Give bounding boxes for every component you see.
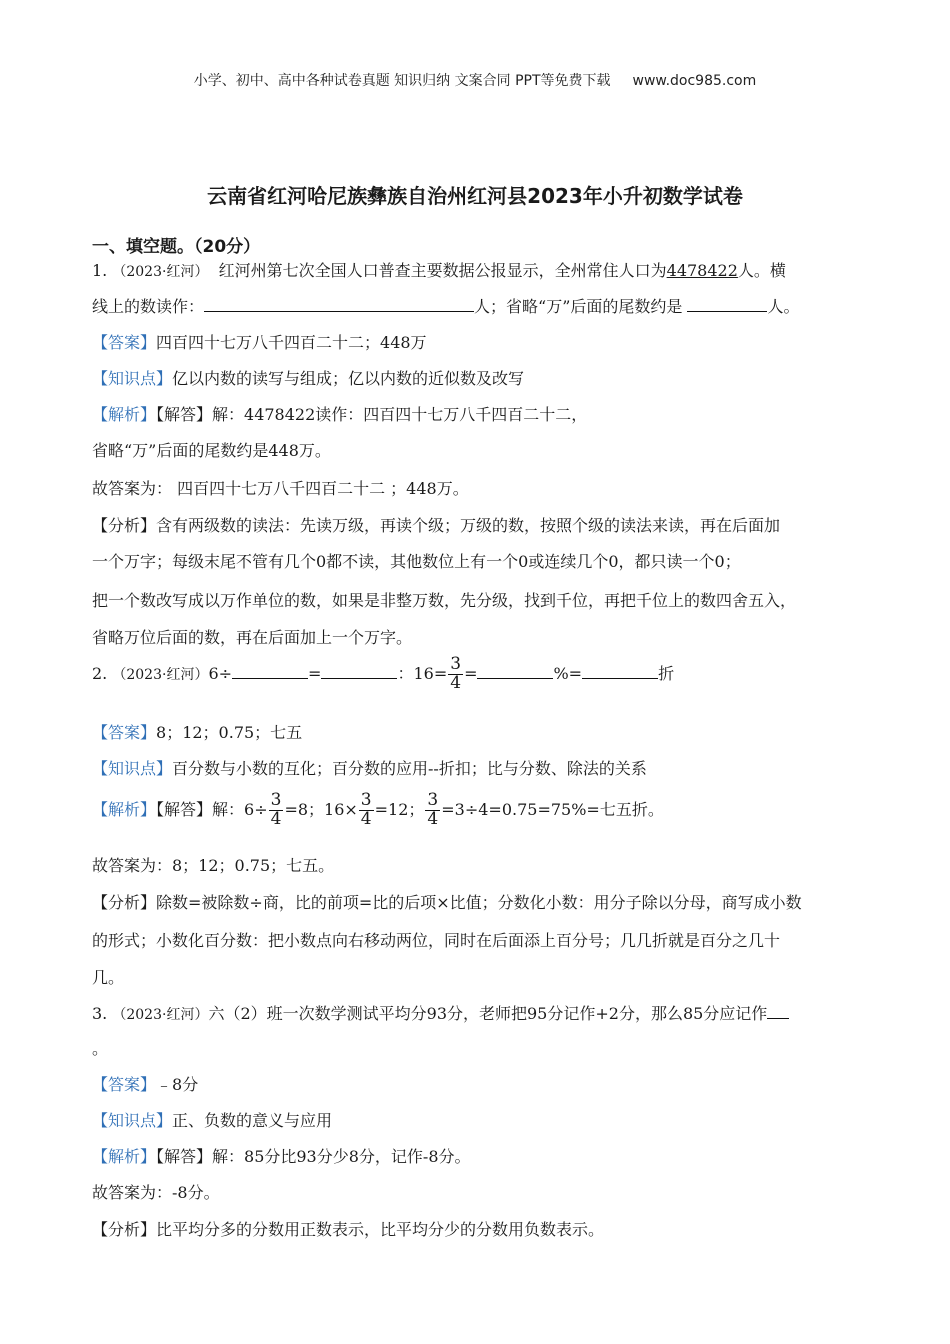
- page-header: [0, 70, 950, 90]
- q1-line1: 1. （2023·红河） 红河州第七次全国人口普查主要数据公报显示，全州常住人口为4478422人。横: [92, 261, 786, 280]
- q2-line1: 2. （2023·红河）6÷ = ：16= $\frac{3}{4}$ = %= 折: [92, 654, 675, 693]
- q3-blank: [767, 1001, 789, 1019]
- q2-analysis: 【解析】【解答】解：6÷ $\frac{3}{4}$ =8；16× $\frac{3}{4}$ =12； $\frac{3}{4}$ =3÷4=0.75=75%=七五折。: [92, 790, 664, 829]
- q1-answer: 【答案】四百四十七万八千四百二十二；448万: [92, 333, 427, 352]
- q2-blank-3: [477, 661, 553, 679]
- q1-analysis-3: 故答案为： 四百四十七万八千四百二十二 ；448万。: [92, 479, 469, 498]
- q3-answer: 【答案】﹣8分: [92, 1075, 199, 1094]
- q2-answer: 【答案】8；12；0.75；七五: [92, 723, 303, 742]
- q2-analysis-fraction-1: $\frac{3}{4}$: [270, 790, 282, 829]
- q1-blank-1: [204, 294, 474, 312]
- q3-line2: 。: [92, 1039, 109, 1058]
- q3-explain: 【分析】比平均分多的分数用正数表示，比平均分少的分数用负数表示。: [92, 1220, 605, 1239]
- q2-blank-4: [582, 661, 658, 679]
- q1-analysis: 【解析】【解答】解：4478422读作：四百四十七万八千四百二十二，: [92, 405, 588, 424]
- q2-explain-2: 的形式；小数化百分数：把小数点向右移动两位，同时在后面添上百分号；几几折就是百分之几十: [92, 931, 781, 950]
- q2-blank-2: [321, 661, 397, 679]
- q1-explain-2: 一个万字；每级末尾不管有几个0都不读，其他数位上有一个0或连续几个0，都只读一个0；: [92, 552, 741, 571]
- q1-knowledge: 【知识点】亿以内数的读写与组成；亿以内数的近似数及改写: [92, 369, 525, 388]
- q1-explain-1: 【分析】含有两级数的读法：先读万级，再读个级；万级的数，按照个级的读法来读，再在后面加: [92, 516, 781, 535]
- header-text: 小学、初中、高中各种试卷真题 知识归纳 文案合同 PPT等免费下载: [193, 73, 611, 89]
- page-title: 云南省红河哈尼族彝族自治州红河县2023年小升初数学试卷: [207, 184, 743, 208]
- q1-underlined-number: 4478422: [666, 261, 738, 280]
- q1-line2: 线上的数读作： 人；省略“万”后面的尾数约是 人。: [92, 294, 862, 317]
- q1-explain-4: 省略万位后面的数，再在后面加上一个万字。: [92, 628, 413, 647]
- q2-knowledge: 【知识点】百分数与小数的互化；百分数的应用--折扣；比与分数、除法的关系: [92, 759, 647, 778]
- q2-analysis-fraction-3: $\frac{3}{4}$: [427, 790, 439, 829]
- q2-fraction: $\frac{3}{4}$: [450, 654, 462, 693]
- q2-blank-1: [232, 661, 308, 679]
- q3-line1: 3. （2023·红河）六（2）班一次数学测试平均分93分，老师把95分记作+2分，那么85分应记作: [92, 1001, 862, 1024]
- q2-explain-1: 【分析】除数=被除数÷商，比的前项=比的后项×比值；分数化小数：用分子除以分母，商写成小数: [92, 893, 802, 912]
- q1-analysis-2: 省略“万”后面的尾数约是448万。: [92, 441, 331, 460]
- q3-analysis: 【解析】【解答】解：85分比93分少8分，记作-8分。: [92, 1147, 471, 1166]
- q2-explain-3: 几。: [92, 968, 125, 987]
- q1-blank-2: [687, 294, 767, 312]
- section-heading: 一、填空题。（20分）: [92, 237, 261, 257]
- q2-analysis-2: 故答案为：8；12；0.75；七五。: [92, 856, 335, 875]
- q2-analysis-fraction-2: $\frac{3}{4}$: [360, 790, 372, 829]
- q1-explain-3: 把一个数改写成以万作单位的数，如果是非整万数，先分级，找到千位，再把千位上的数四舍五入，: [92, 591, 797, 610]
- q3-analysis-2: 故答案为：-8分。: [92, 1183, 220, 1202]
- header-url[interactable]: www.doc985.com: [632, 73, 757, 89]
- q3-knowledge: 【知识点】正、负数的意义与应用: [92, 1111, 333, 1130]
